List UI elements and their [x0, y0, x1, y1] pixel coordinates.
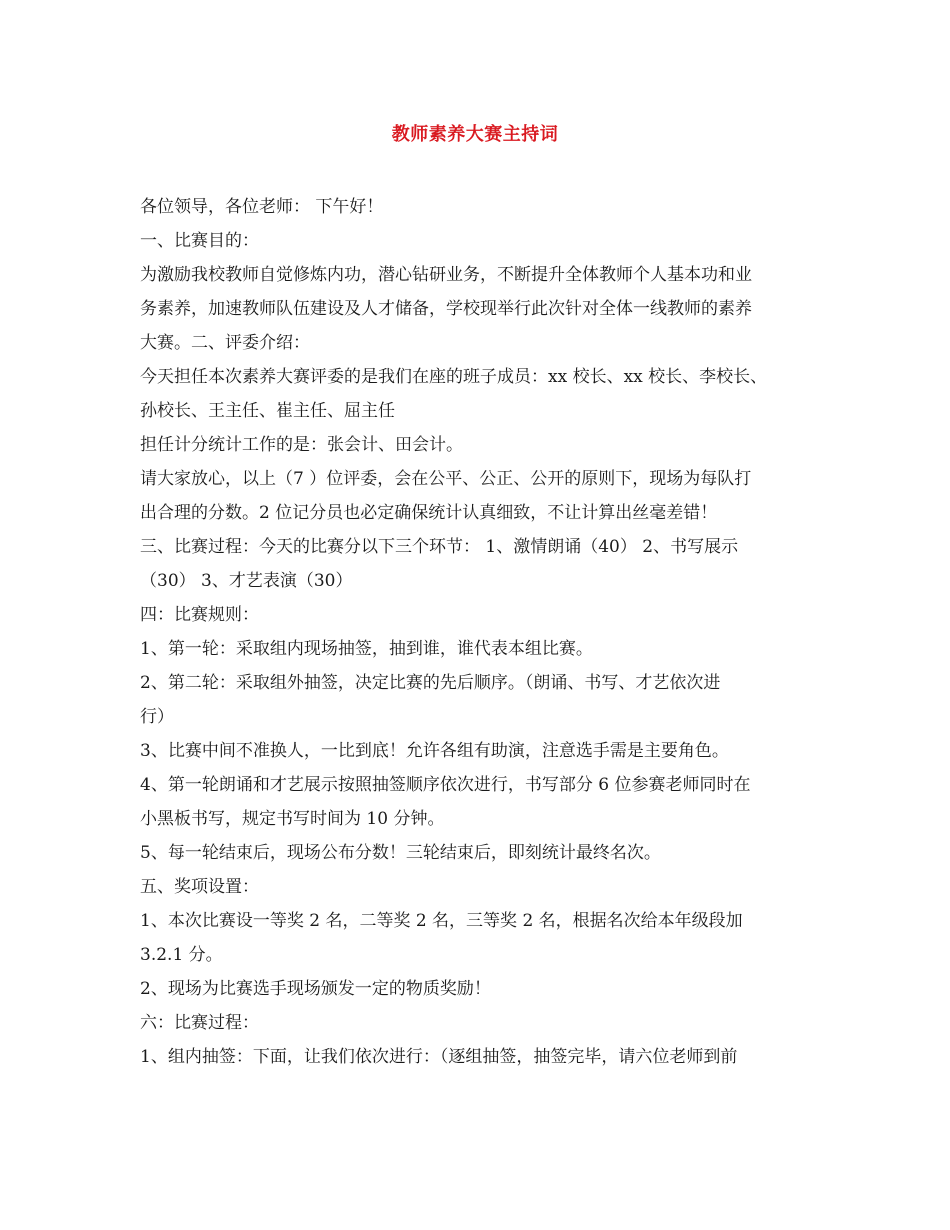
paragraph-line: 1、组内抽签：下面，让我们依次进行：（逐组抽签，抽签完毕，请六位老师到前	[140, 1047, 738, 1067]
document-title: 教师素养大赛主持词	[391, 124, 559, 145]
paragraph-line: 三、比赛过程：今天的比赛分以下三个环节： 1、激情朗诵（40） 2、书写展示	[140, 537, 739, 557]
paragraph-line: 1、本次比赛设一等奖 2 名，二等奖 2 名，三等奖 2 名，根据名次给本年级段加	[140, 911, 743, 931]
paragraph-line: 2、第二轮：采取组外抽签，决定比赛的先后顺序。（朗诵、书写、才艺依次进	[140, 673, 721, 693]
document-body	[140, 190, 830, 1074]
paragraph-line: 一、比赛目的：	[140, 231, 259, 251]
paragraph-line: 1、第一轮：采取组内现场抽签，抽到谁，谁代表本组比赛。	[140, 639, 593, 659]
paragraph-line: 3.2.1 分。	[140, 945, 223, 965]
paragraph-line: （30） 3、才艺表演（30）	[140, 571, 353, 591]
paragraph-line: 为激励我校教师自觉修炼内功，潜心钻研业务，不断提升全体教师个人基本功和业	[140, 265, 752, 285]
paragraph-line: 务素养，加速教师队伍建设及人才储备，学校现举行此次针对全体一线教师的素养	[140, 299, 752, 319]
paragraph-line: 大赛。二、评委介绍：	[140, 333, 310, 353]
paragraph-line: 出合理的分数。2 位记分员也必定确保统计认真细致，不让计算出丝毫差错！	[140, 503, 718, 523]
paragraph-line: 请大家放心，以上（7 ）位评委，会在公平、公正、公开的原则下，现场为每队打	[140, 469, 752, 489]
paragraph-line: 2、现场为比赛选手现场颁发一定的物质奖励！	[140, 979, 491, 999]
paragraph-line: 行）	[140, 707, 174, 727]
paragraph-line: 四：比赛规则：	[140, 605, 259, 625]
paragraph-line: 4、第一轮朗诵和才艺展示按照抽签顺序依次进行，书写部分 6 位参赛老师同时在	[140, 775, 751, 795]
paragraph-line: 小黑板书写，规定书写时间为 10 分钟。	[140, 809, 445, 829]
paragraph-line: 3、比赛中间不准换人，一比到底！允许各组有助演，注意选手需是主要角色。	[140, 741, 729, 761]
paragraph-line: 担任计分统计工作的是：张会计、田会计。	[140, 435, 463, 455]
paragraph-line: 孙校长、王主任、崔主任、屈主任	[140, 401, 395, 421]
paragraph-line: 六：比赛过程：	[140, 1013, 259, 1033]
paragraph-line: 今天担任本次素养大赛评委的是我们在座的班子成员：xx 校长、xx 校长、李校长、	[140, 367, 768, 387]
paragraph-line: 五、奖项设置：	[140, 877, 259, 897]
paragraph-line: 各位领导，各位老师： 下午好！	[140, 197, 384, 217]
paragraph-line: 5、每一轮结束后，现场公布分数！三轮结束后，即刻统计最终名次。	[140, 843, 661, 863]
